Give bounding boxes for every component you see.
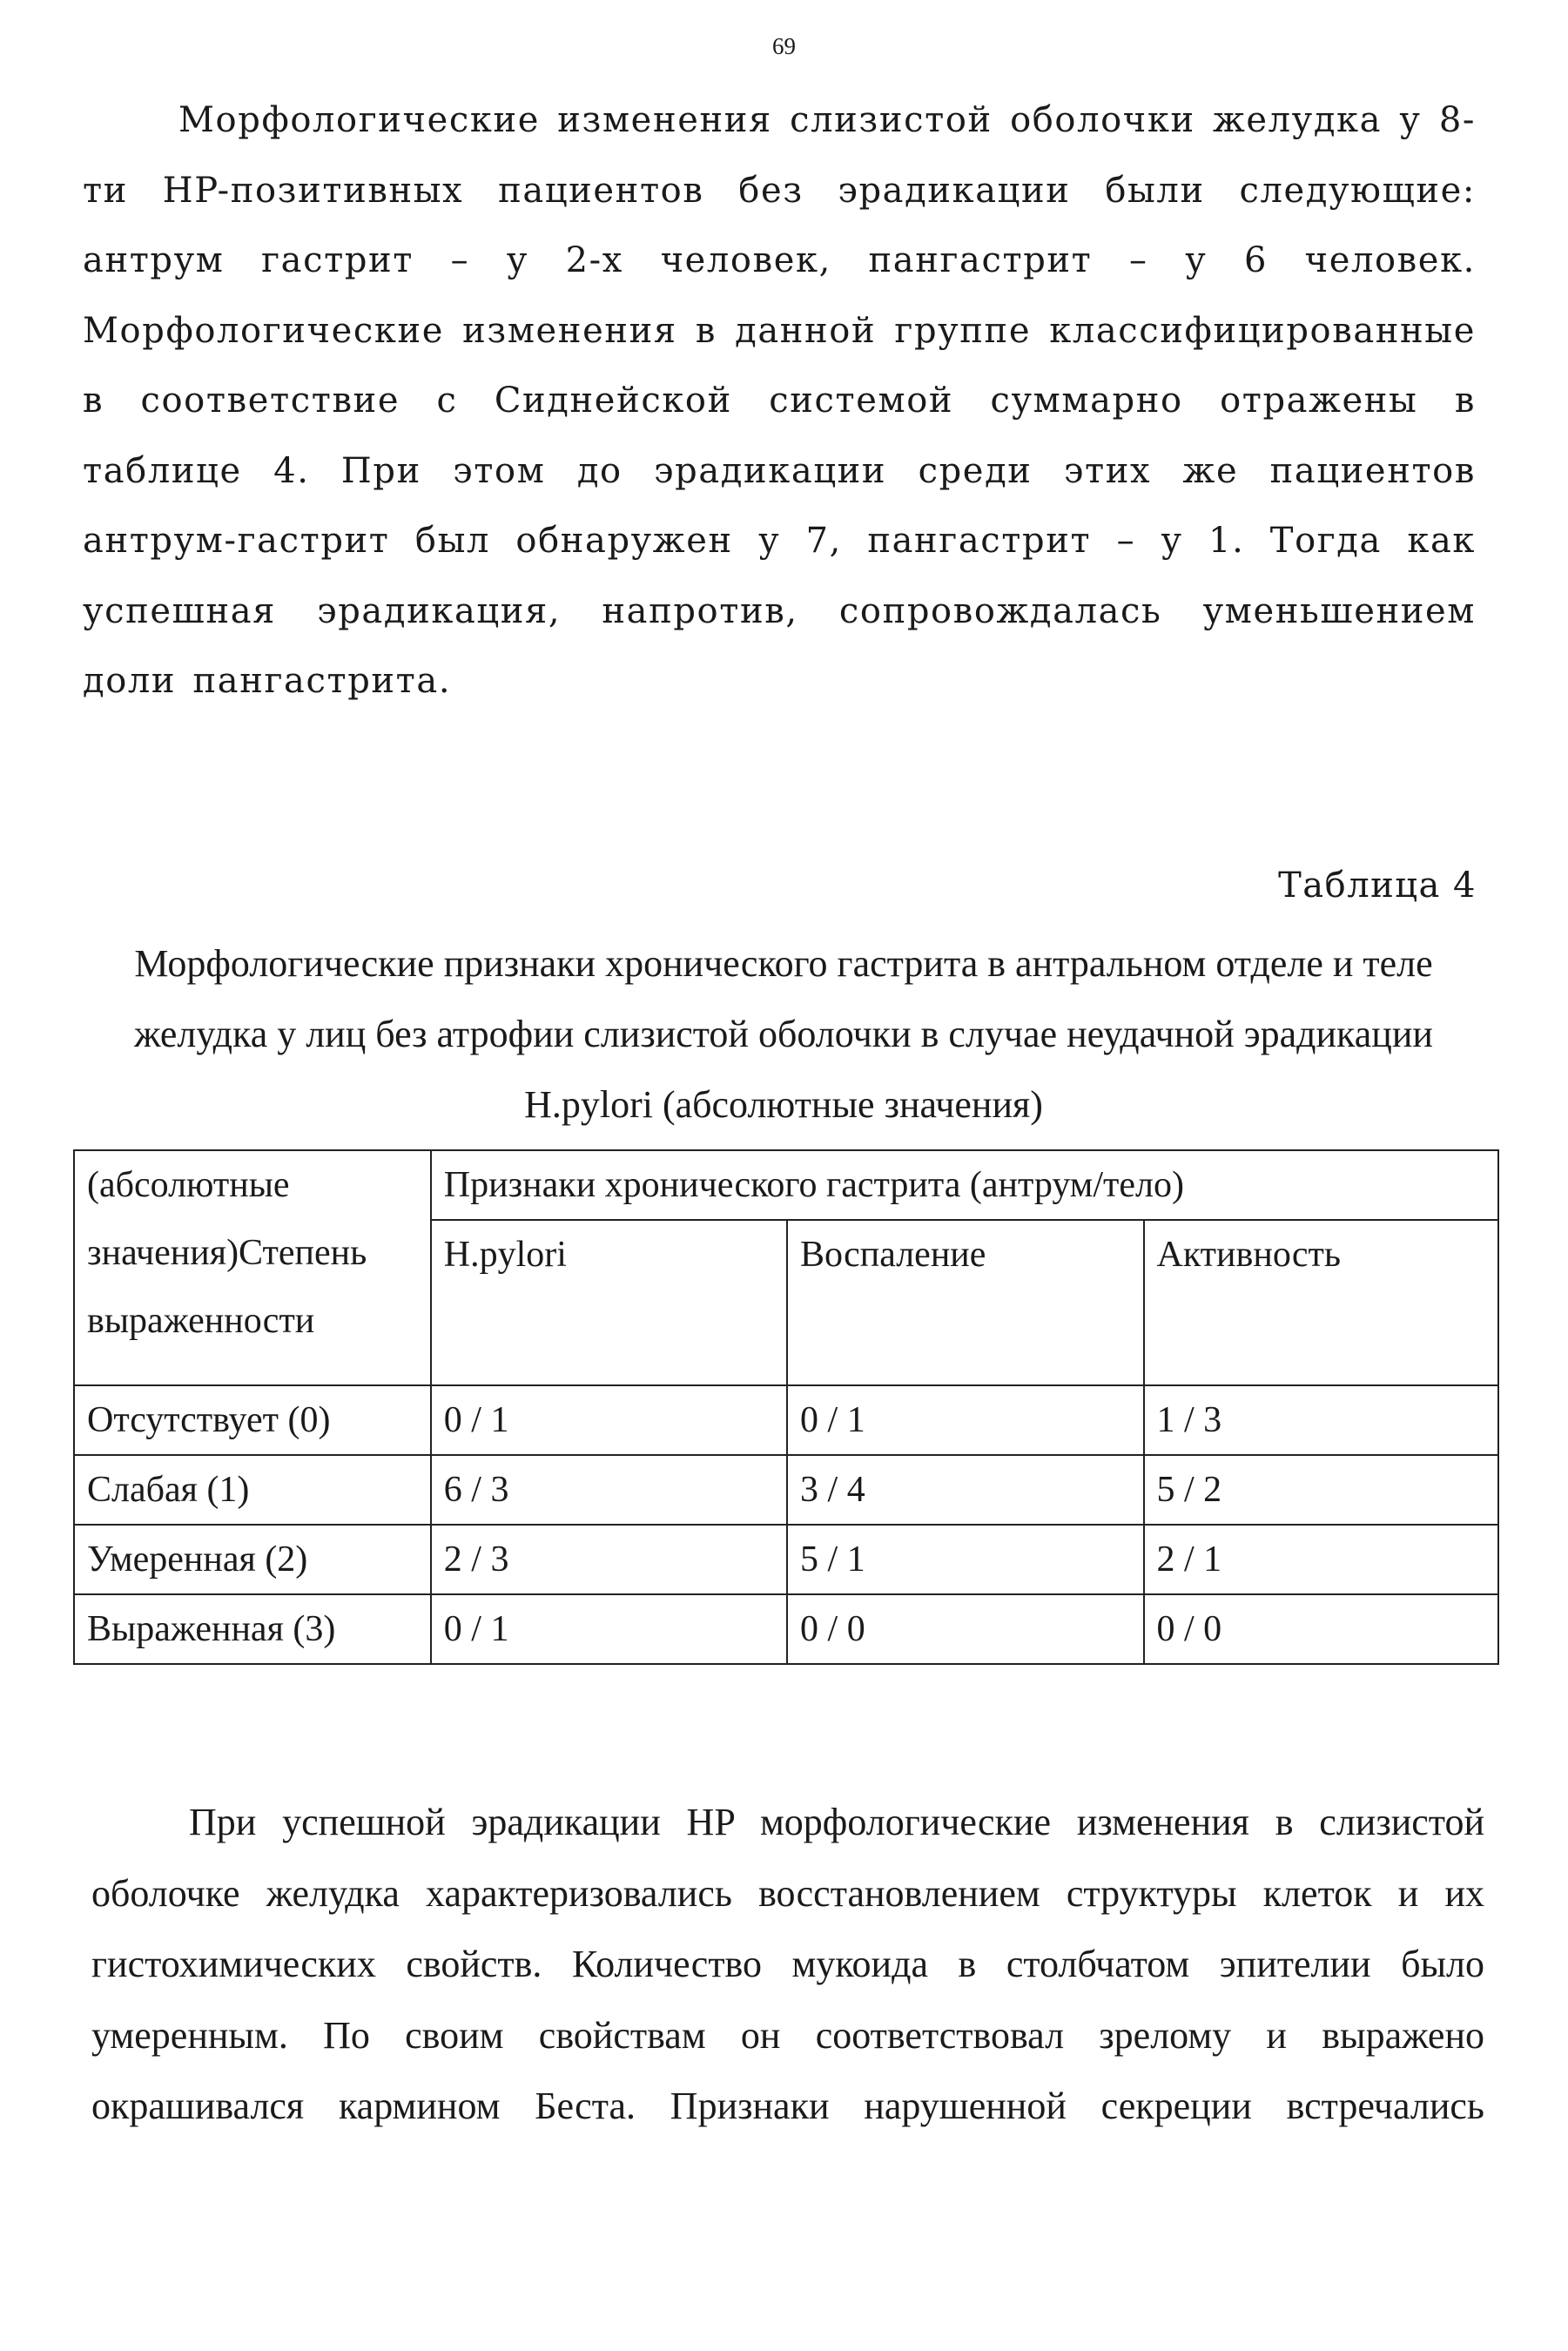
table-row bbox=[74, 1455, 1498, 1525]
table-cell: 0 / 1 bbox=[787, 1385, 1143, 1455]
morphology-table bbox=[73, 1149, 1499, 1665]
table-row bbox=[74, 1525, 1498, 1594]
row-label: Отсутствует (0) bbox=[74, 1385, 431, 1455]
table-cell: 0 / 0 bbox=[1144, 1594, 1499, 1664]
page-number: 69 bbox=[772, 33, 796, 59]
table-row bbox=[74, 1385, 1498, 1455]
table-cell: 2 / 1 bbox=[1144, 1525, 1499, 1594]
row-label: Слабая (1) bbox=[74, 1455, 431, 1525]
corner-header-line-2: значения)Степень bbox=[87, 1233, 367, 1273]
corner-header-line-1: (абсолютные bbox=[87, 1165, 290, 1205]
group-header-cell: Признаки хронического гастрита (антрум/тело) bbox=[431, 1150, 1498, 1220]
table-cell: 2 / 3 bbox=[431, 1525, 787, 1594]
row-label: Выраженная (3) bbox=[74, 1594, 431, 1664]
corner-header-cell bbox=[74, 1150, 431, 1385]
table-cell: 5 / 1 bbox=[787, 1525, 1143, 1594]
table-cell: 0 / 1 bbox=[431, 1385, 787, 1455]
column-header-activity: Активность bbox=[1144, 1220, 1499, 1385]
table-caption: Морфологические признаки хронического гастрита в антральном отделе и теле желудка у лиц без атрофии слизистой оболочки в случае неудачной эрадикации H.pylori (абсолютные значения) bbox=[134, 942, 1433, 1126]
corner-header-line-3: выраженности bbox=[87, 1301, 315, 1341]
table-cell: 0 / 1 bbox=[431, 1594, 787, 1664]
row-label: Умеренная (2) bbox=[74, 1525, 431, 1594]
column-header-inflammation: Воспаление bbox=[787, 1220, 1143, 1385]
table-cell: 5 / 2 bbox=[1144, 1455, 1499, 1525]
column-header-hpylori: H.pylori bbox=[431, 1220, 787, 1385]
table-cell: 6 / 3 bbox=[431, 1455, 787, 1525]
paragraph-intro: Морфологические изменения слизистой оболочки желудка у 8-ти HP-позитивных пациентов без эрадикации были следующие: антрум гастрит – у 2-х человек, пангастрит – у 6 человек. Морфологические изменения в данной группе классифицированные в соответствие с Сиднейской системой суммарно отражены в таблице 4. При этом до эрадикации среди этих же пациентов антрум-гастрит был обнаружен у 7, пангастрит – у 1. Тогда как успешная эрадикация, напротив, сопровождалась уменьшением доли пангастрита. bbox=[83, 100, 1476, 701]
table-header-row bbox=[74, 1150, 1498, 1220]
table-cell: 0 / 0 bbox=[787, 1594, 1143, 1664]
table-label: Таблица 4 bbox=[1278, 866, 1477, 906]
table-row bbox=[74, 1594, 1498, 1664]
paragraph-continuation: При успешной эрадикации HP морфологические изменения в слизистой оболочке желудка характеризовались восстановлением структуры клеток и их гистохимических свойств. Количество мукоида в столбчатом эпителии было умеренным. По своим свойствам он соответствовал зрелому и выражено окрашивался кармином Беста. Признаки нарушенной секреции встречались bbox=[91, 1801, 1484, 2127]
table-cell: 3 / 4 bbox=[787, 1455, 1143, 1525]
table-cell: 1 / 3 bbox=[1144, 1385, 1499, 1455]
